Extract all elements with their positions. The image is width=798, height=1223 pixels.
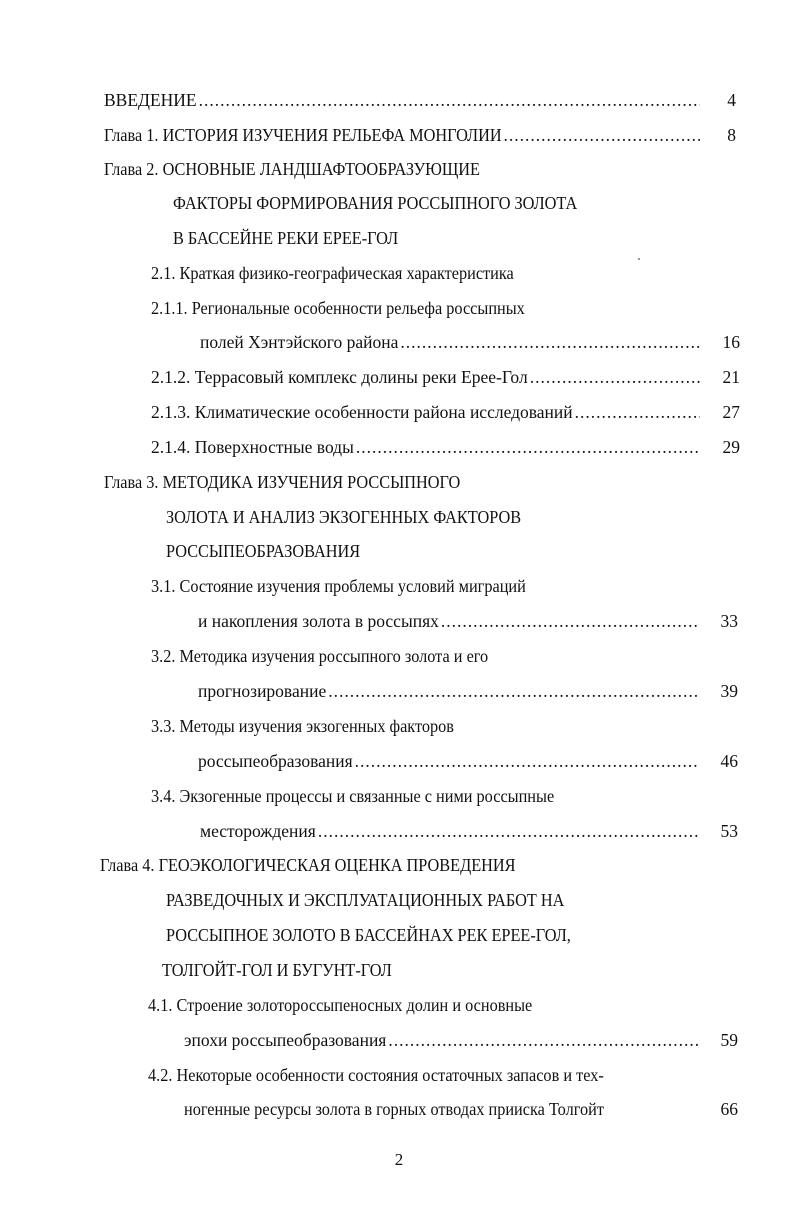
toc-entry-title: полей Хэнтэйского района (200, 332, 399, 352)
toc-page-number: 59 (720, 1030, 738, 1050)
chapter-2-heading-line-3: В БАССЕЙНЕ РЕКИ ЕРЕЕ-ГОЛ (173, 228, 399, 248)
chapter-4-heading-line-2: РАЗВЕДОЧНЫХ И ЭКСПЛУАТАЦИОННЫХ РАБОТ НА (166, 890, 565, 910)
toc-page-number: 21 (722, 367, 740, 387)
toc-entry-title: ВВЕДЕНИЕ (104, 90, 197, 110)
toc-page-number: 29 (722, 437, 740, 457)
toc-page-number: 16 (722, 332, 740, 352)
toc-page-number: 46 (720, 751, 738, 771)
chapter-4-heading-line-4: ТОЛГОЙТ-ГОЛ И БУГУНТ-ГОЛ (162, 960, 392, 980)
dot-leader (355, 750, 698, 772)
chapter-2-heading-line-1: Глава 2. ОСНОВНЫЕ ЛАНДШАФТООБРАЗУЮЩИЕ (104, 159, 480, 179)
toc-page-number: 66 (720, 1099, 738, 1119)
dot-leader (575, 401, 700, 423)
dot-leader (199, 89, 700, 111)
toc-page-number: 8 (727, 125, 736, 145)
toc-entry-2-1-3 (151, 401, 704, 423)
toc-entry-title: месторождения (200, 821, 316, 841)
toc-page-number: 39 (720, 681, 738, 701)
section-3-3-line-1: 3.3. Методы изучения экзогенных факторов (151, 716, 454, 736)
section-4-2-line-2: ногенные ресурсы золота в горных отводах прииска Толгойт (184, 1099, 604, 1119)
toc-page-number: 33 (720, 611, 738, 631)
dot-leader (328, 680, 698, 702)
chapter-3-heading-line-1: Глава 3. МЕТОДИКА ИЗУЧЕНИЯ РОССЫПНОГО (104, 472, 461, 492)
scan-speck (638, 258, 640, 260)
dot-leader (400, 331, 700, 353)
toc-entry-4-1 (184, 1029, 702, 1051)
chapter-3-heading-line-2: ЗОЛОТА И АНАЛИЗ ЭКЗОГЕННЫХ ФАКТОРОВ (166, 507, 522, 527)
toc-entry-3-2 (198, 680, 702, 702)
dot-leader (441, 610, 698, 632)
toc-entry-2-1-4 (151, 436, 704, 458)
section-2-1-title: 2.1. Краткая физико-географическая характеристика (151, 263, 514, 283)
toc-entry-title: 2.1.2. Террасовый комплекс долины реки Ерее-Гол (151, 367, 528, 387)
section-3-4-line-1: 3.4. Экзогенные процессы и связанные с ними россыпные (151, 786, 555, 806)
toc-entry-title: 2.1.3. Климатические особенности района исследований (151, 402, 573, 422)
toc-entry-3-1 (198, 610, 702, 632)
toc-entry-title: и накопления золота в россыпях (198, 611, 439, 631)
toc-entry-title: прогнозирование (198, 681, 327, 701)
chapter-4-heading-line-3: РОССЫПНОЕ ЗОЛОТО В БАССЕЙНАХ РЕК ЕРЕЕ-ГОЛ, (166, 925, 571, 945)
chapter-2-heading-line-2: ФАКТОРЫ ФОРМИРОВАНИЯ РОССЫПНОГО ЗОЛОТА (173, 193, 578, 213)
toc-page-number: 4 (727, 90, 736, 110)
page-number-footer: 2 (394, 1150, 404, 1169)
dot-leader (388, 1029, 698, 1051)
dot-leader (504, 124, 700, 146)
section-3-1-line-1: 3.1. Состояние изучения проблемы условий миграций (151, 576, 526, 596)
dot-leader (318, 820, 698, 842)
toc-entry-2-1-2 (151, 366, 704, 388)
toc-entry-2-1-1 (200, 331, 704, 353)
toc-entry-title: эпохи россыпеобразования (184, 1030, 387, 1050)
toc-entry-3-3 (198, 750, 702, 772)
toc-entry-title: россыпеобразования (198, 751, 353, 771)
dot-leader (356, 436, 700, 458)
section-2-1-1-line-1: 2.1.1. Региональные особенности рельефа россыпных (151, 298, 525, 318)
chapter-3-heading-line-3: РОССЫПЕОБРАЗОВАНИЯ (166, 541, 361, 561)
section-4-2-line-1: 4.2. Некоторые особенности состояния остаточных запасов и тех- (148, 1065, 604, 1085)
chapter-4-heading-line-1: Глава 4. ГЕОЭКОЛОГИЧЕСКАЯ ОЦЕНКА ПРОВЕДЕНИЯ (100, 855, 516, 875)
toc-page-number: 53 (720, 821, 738, 841)
section-4-1-line-1: 4.1. Строение золотороссыпеносных долин и основные (148, 995, 533, 1015)
dot-leader (530, 366, 700, 388)
toc-entry-chapter-1 (104, 124, 704, 146)
toc-entry-intro (104, 89, 704, 111)
toc-entry-3-4 (200, 820, 702, 842)
toc-entry-title: 2.1.4. Поверхностные воды (151, 437, 354, 457)
toc-entry-title: Глава 1. ИСТОРИЯ ИЗУЧЕНИЯ РЕЛЬЕФА МОНГОЛИИ (104, 125, 502, 145)
toc-page-number: 27 (722, 402, 740, 422)
section-3-2-line-1: 3.2. Методика изучения россыпного золота и его (151, 646, 489, 666)
